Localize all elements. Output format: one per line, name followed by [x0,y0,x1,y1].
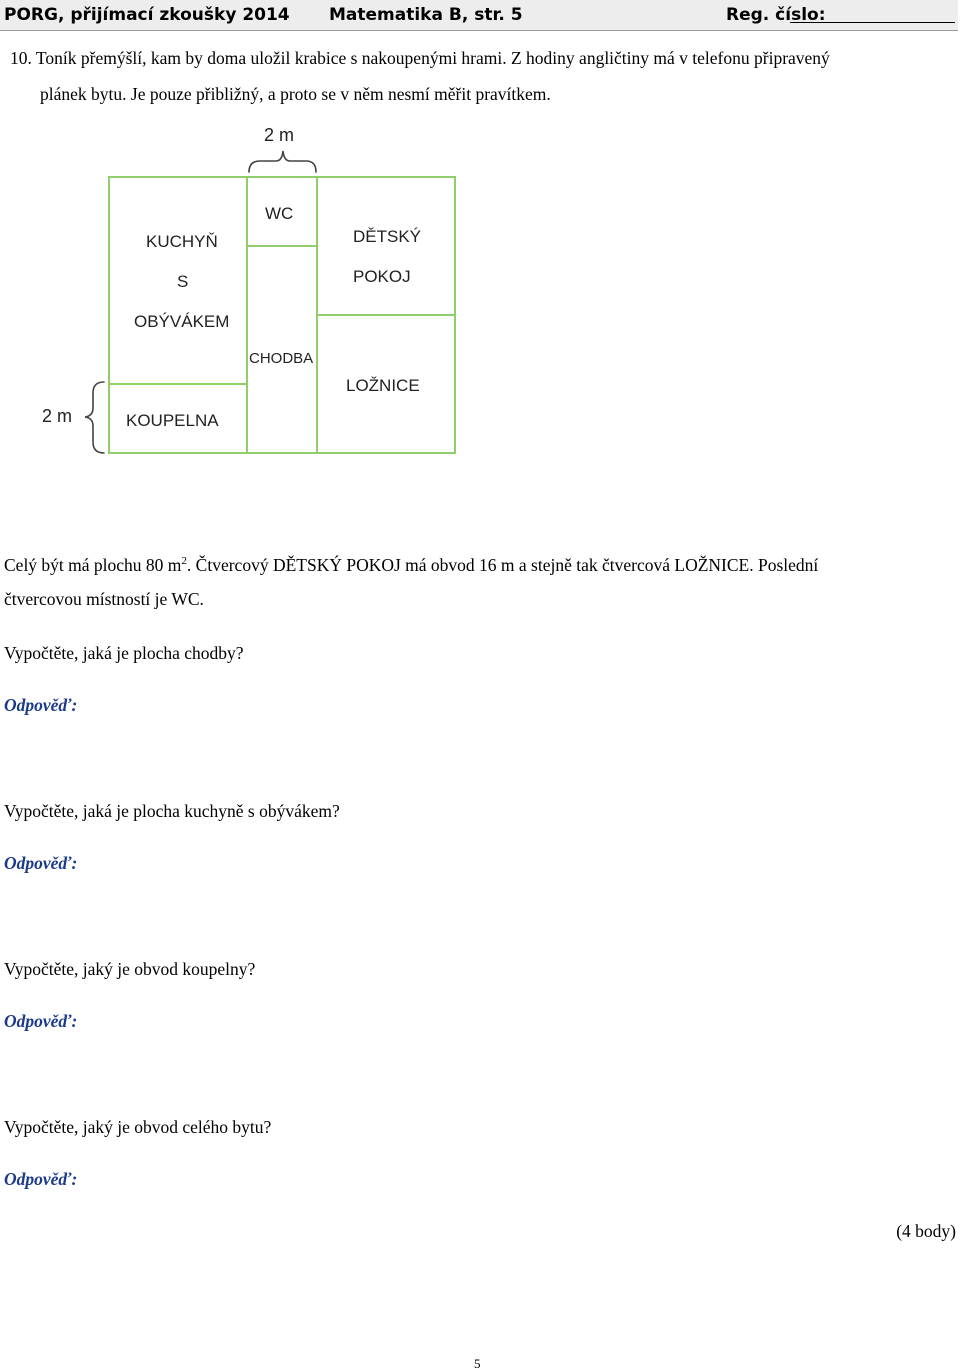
question-2: Vypočtěte, jaká je plocha kuchyně s obývákem? [4,801,340,821]
room-wc: WC [265,204,294,223]
info-sup: 2 [181,555,187,568]
question-4: Vypočtěte, jaký je obvod celého bytu? [4,1117,272,1137]
question-3: Vypočtěte, jaký je obvod koupelny? [4,959,256,979]
info-text-a: Celý být má plochu 80 m [4,555,182,575]
left-dim-brace [85,382,104,453]
task-text-line1: 10. Toník přemýšlí, kam by doma uložil krabice s nakoupenými hrami. Z hodiny angličtiny má v telefonu připravený [10,48,830,68]
top-dim-label: 2 m [264,125,295,145]
room-kitchen-2: S [177,272,189,291]
question-1: Vypočtěte, jaká je plocha chodby? [4,643,244,663]
task-text-line2: plánek bytu. Je pouze přibližný, a proto se v něm nesmí měřit pravítkem. [40,84,551,104]
room-kids-1: DĚTSKÝ [353,227,422,246]
page-number: 5 [474,1356,481,1371]
room-bathroom: KOUPELNA [126,411,219,430]
room-bedroom: LOŽNICE [346,376,420,395]
room-kitchen-3: OBÝVÁKEM [134,312,230,331]
info-text-c: čtvercovou místností je WC. [4,589,204,609]
reg-number-line [790,22,955,23]
header-school: PORG, přijímací zkoušky 2014 [4,5,290,25]
points-label: (4 body) [896,1221,956,1241]
room-hall: CHODBA [249,350,314,367]
header-subject: Matematika B, str. 5 [329,5,523,25]
info-text-b: . Čtvercový DĚTSKÝ POKOJ má obvod 16 m a stejně tak čtvercová LOŽNICE. Poslední [186,555,819,575]
answer-label-1: Odpověď: [4,695,78,715]
room-kitchen-1: KUCHYŇ [146,232,218,251]
info-paragraph [4,548,959,616]
answer-label-3: Odpověď: [4,1011,78,1031]
answer-label-2: Odpověď: [4,853,78,873]
top-dim-brace [249,151,316,172]
floor-plan [30,118,470,468]
answer-label-4: Odpověď: [4,1169,78,1189]
room-kids-2: POKOJ [353,267,411,286]
header-reg-label: Reg. číslo: [726,5,826,25]
page-header [0,0,958,31]
left-dim-label: 2 m [42,406,73,426]
